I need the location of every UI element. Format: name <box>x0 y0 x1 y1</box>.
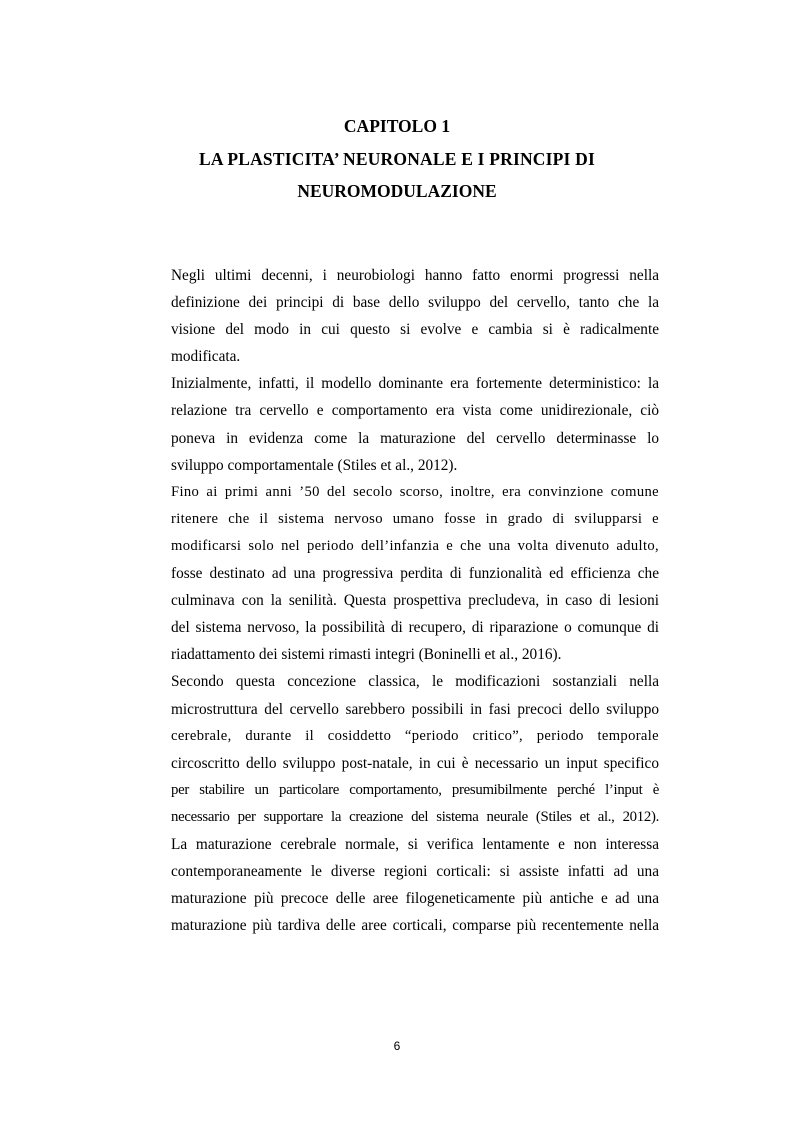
text-line: visione del modo in cui questo si evolve e cambia si è radicalmente <box>171 321 659 339</box>
chapter-title-line-2: NEUROMODULAZIONE <box>297 181 497 201</box>
chapter-body <box>171 262 659 939</box>
text-line: relazione tra cervello e comportamento era vista come unidirezionale, ciò <box>171 402 659 420</box>
chapter-title-line-1: LA PLASTICITA’ NEURONALE E I PRINCIPI DI <box>199 149 595 169</box>
text-line: maturazione più tardiva delle aree corticali, comparse più recentemente nella <box>171 917 659 935</box>
text-line: necessario per supportare la creazione del sistema neurale (Stiles et al., 2012). <box>171 808 659 825</box>
text-line: modificarsi solo nel periodo dell’infanzia e che una volta divenuto adulto, <box>171 537 659 554</box>
text-line: ritenere che il sistema nervoso umano fosse in grado di svilupparsi e <box>171 510 659 527</box>
text-line: sviluppo comportamentale (Stiles et al., 2012). <box>171 456 458 474</box>
text-line: fosse destinato ad una progressiva perdita di funzionalità ed efficienza che <box>171 565 659 583</box>
page-number: 6 <box>393 1039 401 1053</box>
text-line: Inizialmente, infatti, il modello dominante era fortemente deterministico: la <box>171 375 659 393</box>
text-line: culminava con la senilità. Questa prospettiva precludeva, in caso di lesioni <box>171 592 659 610</box>
text-line: microstruttura del cervello sarebbero possibili in fasi precoci dello sviluppo <box>171 700 659 718</box>
text-line: Negli ultimi decenni, i neurobiologi hanno fatto enormi progressi nella <box>171 267 659 284</box>
chapter-number: CAPITOLO 1 <box>343 116 451 136</box>
text-line: poneva in evidenza come la maturazione del cervello determinasse lo <box>171 429 659 447</box>
text-line: modificata. <box>171 348 241 366</box>
text-line: del sistema nervoso, la possibilità di recupero, di riparazione o comunque di <box>171 619 659 637</box>
text-line: riadattamento dei sistemi rimasti integri (Boninelli et al., 2016). <box>171 646 562 664</box>
text-line: cerebrale, durante il cosiddetto “periodo critico”, periodo temporale <box>171 727 659 744</box>
text-line: maturazione più precoce delle aree filogeneticamente più antiche e ad una <box>171 890 659 908</box>
text-line: Secondo questa concezione classica, le modificazioni sostanziali nella <box>171 673 659 691</box>
text-line: definizione dei principi di base dello sviluppo del cervello, tanto che la <box>171 294 659 312</box>
text-line: circoscritto dello sviluppo post-natale, in cui è necessario un input specifico <box>171 754 659 772</box>
text-line: Fino ai primi anni ’50 del secolo scorso, inoltre, era convinzione comune <box>171 483 659 500</box>
text-line: La maturazione cerebrale normale, si verifica lentamente e non interessa <box>171 835 659 853</box>
text-line: contemporaneamente le diverse regioni corticali: si assiste infatti ad una <box>171 863 659 881</box>
text-line: per stabilire un particolare comportamento, presumibilmente perché l’input è <box>171 781 659 798</box>
